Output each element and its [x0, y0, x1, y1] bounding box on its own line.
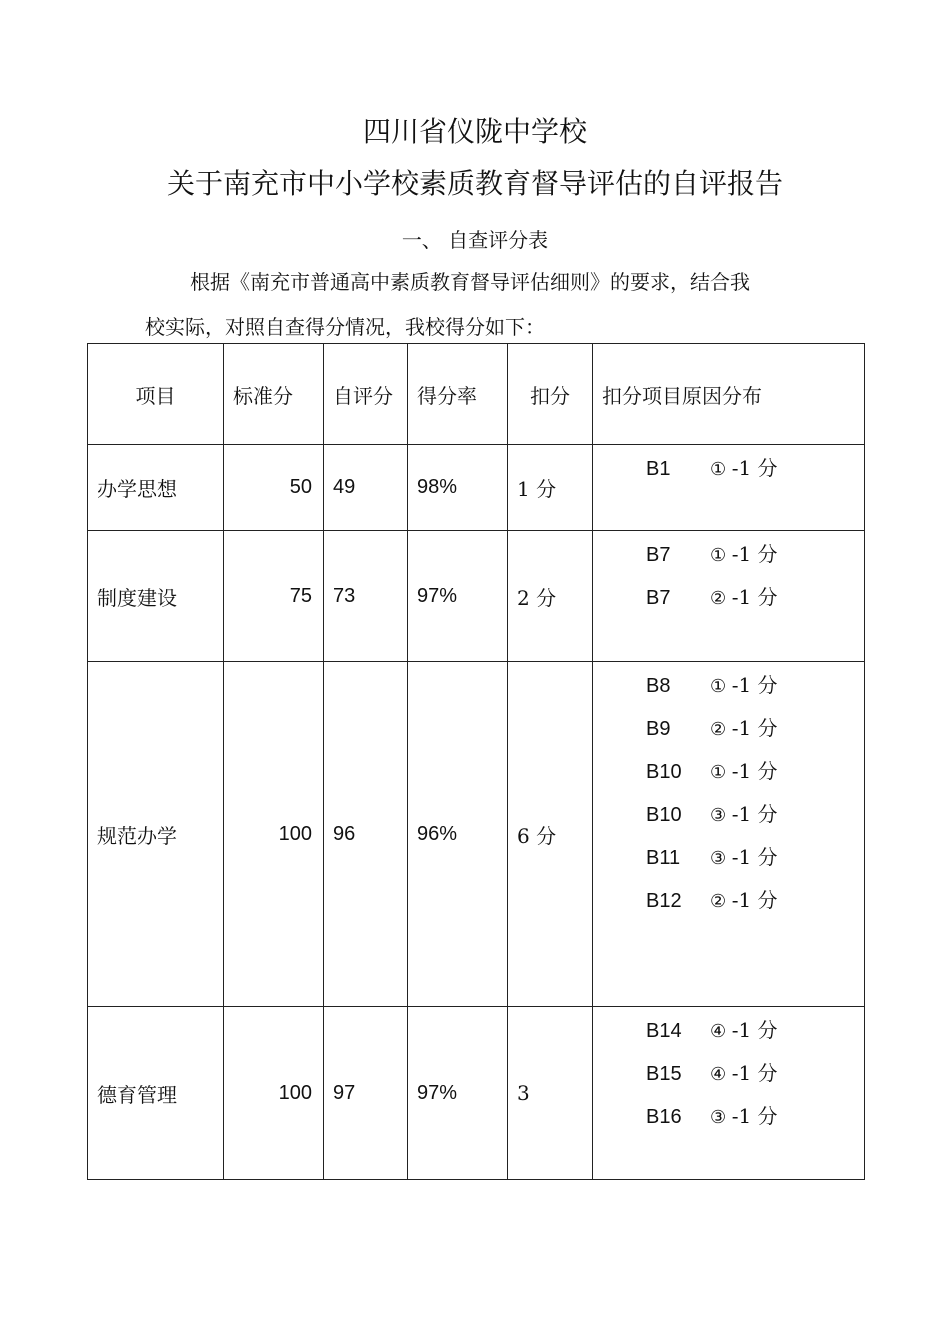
report-title-subject: 关于南充市中小学校素质教育督导评估的自评报告	[166, 167, 783, 200]
table-row	[88, 1007, 865, 1180]
score-rate: 98%	[408, 445, 508, 531]
deduction-reasons	[593, 662, 865, 1007]
deduction-reasons	[593, 531, 865, 662]
self-score: 49	[324, 445, 408, 531]
standard-score: 50	[224, 445, 324, 531]
reason-entry	[646, 1017, 864, 1060]
reason-points: -1 分	[731, 716, 778, 740]
reason-mark: ④	[710, 1021, 727, 1042]
reason-mark: ①	[710, 762, 727, 783]
standard-score: 100	[224, 1007, 324, 1180]
reason-entry	[646, 801, 864, 844]
header-standard-score: 标准分	[224, 344, 324, 445]
reason-entry	[646, 715, 864, 758]
reason-points: -1 分	[731, 542, 778, 566]
reason-code: B10	[646, 804, 682, 826]
table-row	[88, 662, 865, 1007]
item-name: 制度建设	[88, 531, 224, 662]
reason-entry	[646, 758, 864, 801]
score-rate: 96%	[408, 662, 508, 1007]
reason-mark: ②	[710, 719, 727, 740]
section-heading: 一、 自查评分表	[401, 228, 549, 252]
intro-paragraph-line-2: 校实际，对照自查得分情况，我校得分如下：	[145, 315, 545, 339]
reason-entry	[646, 541, 864, 584]
score-rate: 97%	[408, 1007, 508, 1180]
self-score: 96	[324, 662, 408, 1007]
reason-points: -1 分	[731, 802, 778, 826]
header-item: 项目	[88, 344, 224, 445]
reason-code: B7	[646, 544, 671, 566]
header-score-rate: 得分率	[408, 344, 508, 445]
deduction-reasons	[593, 445, 865, 531]
reason-points: -1 分	[731, 888, 778, 912]
reason-points: -1 分	[731, 1104, 778, 1128]
reason-points: -1 分	[731, 585, 778, 609]
deduction: 3	[508, 1007, 593, 1180]
deduction: 6 分	[508, 662, 593, 1007]
table-header-row	[88, 344, 865, 445]
reason-code: B16	[646, 1106, 682, 1128]
reason-points: -1 分	[731, 1061, 778, 1085]
standard-score: 75	[224, 531, 324, 662]
reason-mark: ④	[710, 1064, 727, 1085]
reason-mark: ②	[710, 891, 727, 912]
reason-entry	[646, 1103, 864, 1146]
reason-code: B7	[646, 587, 671, 609]
self-score: 97	[324, 1007, 408, 1180]
intro-paragraph-line-1: 根据《南充市普通高中素质教育督导评估细则》的要求，结合我	[190, 270, 750, 294]
score-rate: 97%	[408, 531, 508, 662]
reason-code: B15	[646, 1063, 682, 1085]
reason-entry	[646, 887, 864, 930]
item-name: 办学思想	[88, 445, 224, 531]
reason-entry	[646, 844, 864, 887]
header-deduction-reasons: 扣分项目原因分布	[593, 344, 865, 445]
reason-mark: ①	[710, 459, 727, 480]
reason-code: B1	[646, 458, 671, 480]
header-self-score: 自评分	[324, 344, 408, 445]
reason-points: -1 分	[731, 759, 778, 783]
reason-code: B11	[646, 847, 681, 869]
standard-score: 100	[224, 662, 324, 1007]
reason-code: B8	[646, 675, 671, 697]
reason-entry	[646, 1060, 864, 1103]
reason-mark: ③	[710, 848, 727, 869]
reason-code: B9	[646, 718, 671, 740]
reason-code: B10	[646, 761, 682, 783]
reason-mark: ①	[710, 545, 727, 566]
reason-points: -1 分	[731, 845, 778, 869]
report-title-school: 四川省仪陇中学校	[362, 115, 587, 148]
reason-points: -1 分	[731, 456, 778, 480]
reason-mark: ①	[710, 676, 727, 697]
self-score: 73	[324, 531, 408, 662]
reason-code: B14	[646, 1020, 682, 1042]
reason-mark: ②	[710, 588, 727, 609]
self-assessment-score-table	[87, 343, 865, 1180]
item-name: 德育管理	[88, 1007, 224, 1180]
table-row	[88, 445, 865, 531]
reason-mark: ③	[710, 1107, 727, 1128]
deduction-reasons	[593, 1007, 865, 1180]
table-row	[88, 531, 865, 662]
reason-points: -1 分	[731, 673, 778, 697]
header-deduction: 扣分	[508, 344, 593, 445]
reason-entry	[646, 584, 864, 627]
deduction: 2 分	[508, 531, 593, 662]
deduction: 1 分	[508, 445, 593, 531]
reason-entry	[646, 672, 864, 715]
reason-points: -1 分	[731, 1018, 778, 1042]
item-name: 规范办学	[88, 662, 224, 1007]
reason-entry	[646, 455, 864, 498]
reason-mark: ③	[710, 805, 727, 826]
reason-code: B12	[646, 890, 682, 912]
